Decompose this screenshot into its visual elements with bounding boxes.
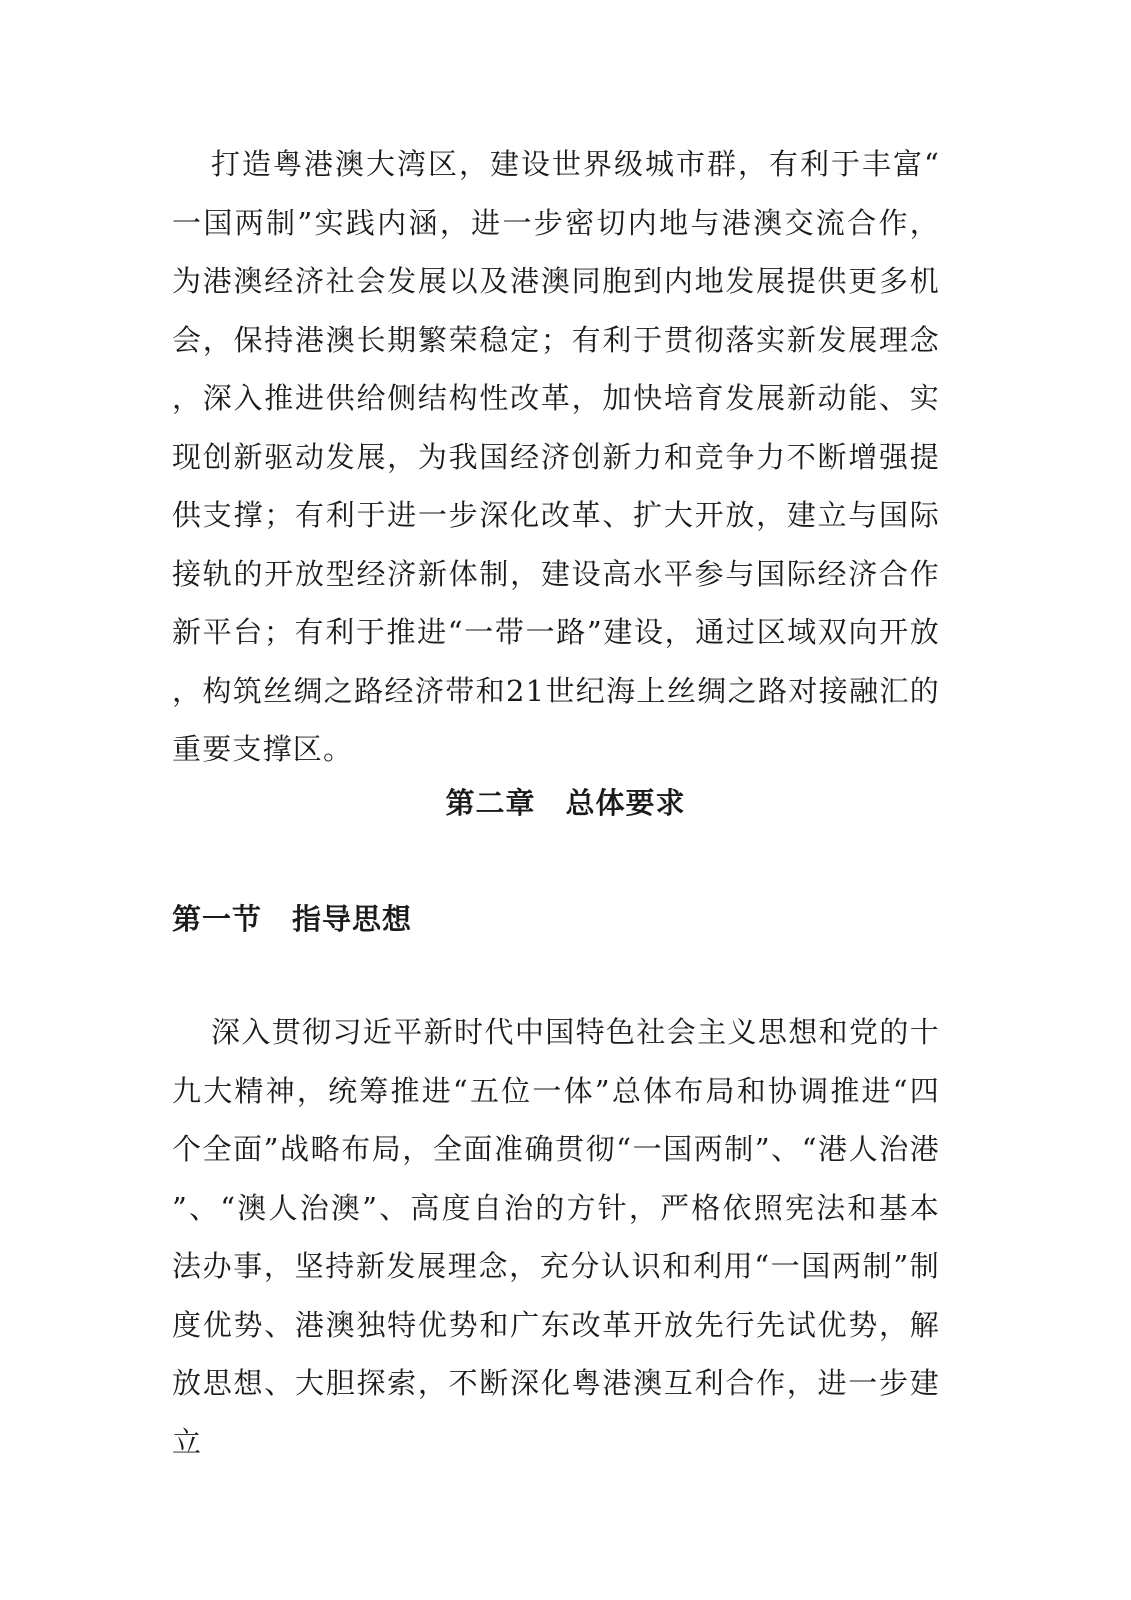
body-paragraph-guiding-thought: 深入贯彻习近平新时代中国特色社会主义思想和党的十九大精神，统筹推进“五位一体”总体布局和协调推进“四个全面”战略布局，全面准确贯彻“一国两制”、“港人治港”、“澳人治澳”、高度自治的方针，严格依照宪法和基本法办事，坚持新发展理念，充分认识和利用“一国两制”制度优势、港澳独特优势和广东改革开放先行先试优势，解放思想、大胆探索，不断深化粤港澳互利合作，进一步建立 — [172, 1015, 940, 1459]
section-heading: 第一节 指导思想 — [172, 902, 413, 936]
body-paragraph-intro: 打造粤港澳大湾区，建设世界级城市群，有利于丰富“一国两制”实践内涵，进一步密切内地与港澳交流合作，为港澳经济社会发展以及港澳同胞到内地发展提供更多机会，保持港澳长期繁荣稳定；有利于贯彻落实新发展理念，深入推进供给侧结构性改革，加快培育发展新动能、实现创新驱动发展，为我国经济创新力和竞争力不断增强提供支撑；有利于进一步深化改革、扩大开放，建立与国际接轨的开放型经济新体制，建设高水平参与国际经济合作新平台；有利于推进“一带一路”建设，通过区域双向开放，构筑丝绸之路经济带和21世纪海上丝绸之路对接融汇的重要支撑区。 — [172, 147, 940, 766]
chapter-heading: 第二章 总体要求 — [445, 786, 686, 820]
